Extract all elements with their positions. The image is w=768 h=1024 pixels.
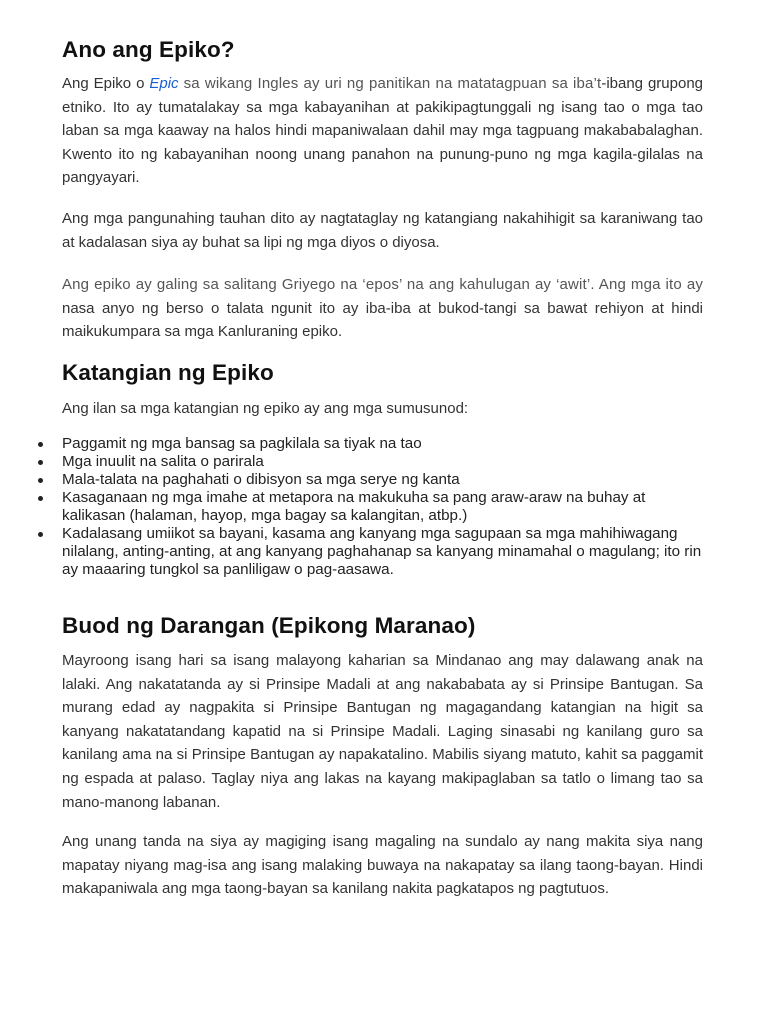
- list-item-text: Mga inuulit na salita o parirala: [62, 453, 264, 470]
- bullet-icon: [38, 532, 43, 537]
- list-item: [38, 489, 710, 525]
- paragraph-pinagmulan: [62, 273, 703, 344]
- katangian-list: [38, 435, 710, 579]
- heading-katangian-ng-epiko: Katangian ng Epiko: [62, 360, 274, 385]
- text-segment: nasa anyo ng berso o talata ngunit ito ay iba-iba at bukod-tangi sa bawat rehiyon at hindi maikukumpara sa mga Kanluraning epiko.: [62, 299, 703, 341]
- list-item-text: Kadalasang umiikot sa bayani, kasama ang kanyang mga sagupaan sa mga mahihiwagang nilalang, anting-anting, at ang kanyang paghahanap sa kanyang minamahal o magulang; ito rin ay maaaring tungkol sa panliligaw o pag-aasawa.: [62, 525, 702, 578]
- katangian-intro: Ang ilan sa mga katangian ng epiko ay ang mga sumusunod:: [62, 400, 469, 417]
- paragraph-buod-1: Mayroong isang hari sa isang malayong kaharian sa Mindanao ang may dalawang anak na lalaki. Ang nakatatanda ay si Prinsipe Madali at ang nakababata ay si Prinsipe Bantugan. Sa murang edad ay nagpakita si Prinsipe Bantugan ng magagandang katangian na higit sa kanyang nakatatandang kapatid na si Prinsipe Madali. Laging sinasabi ng kanilang guro sa kanilang ama na si Prinsipe Bantugan ay napakatalino. Mabilis siyang matuto, kahit sa paggamit ng espada at palaso. Taglay niya ang lakas na kayang makipaglaban sa tatlo o limang tao sa mano-manong labanan.: [62, 652, 703, 811]
- bullet-icon: [38, 478, 43, 483]
- heading-buod-ng-darangan: Buod ng Darangan (Epikong Maranao): [62, 613, 476, 638]
- bullet-icon: [38, 496, 43, 501]
- text-segment-light: sa wikang Ingles ay uri ng panitikan na matatagpuan sa iba’t: [178, 75, 602, 92]
- list-item-text: Mala-talata na paghahati o dibisyon sa mga serye ng kanta: [62, 471, 460, 488]
- text-segment: -ibang grupong etniko. Ito ay tumatalakay sa mga kabayanihan at pakikipagtunggali ng isang tao o mga tao laban sa mga kaaway na halos hindi mapaniwalaan dahil may mga tagpuang makababalaghan. Kwento ito ng kabayanihan noong unang panahon na punung-puno ng mga kagila-gilalas na pangyayari.: [62, 75, 704, 187]
- list-item: [38, 471, 710, 489]
- epic-link[interactable]: Epic: [149, 75, 179, 92]
- list-item-text: Paggamit ng mga bansag sa pagkilala sa tiyak na tao: [62, 435, 422, 452]
- text-segment: Ang Epiko o: [62, 75, 150, 92]
- bullet-icon: [38, 442, 43, 447]
- list-item: [38, 435, 710, 453]
- paragraph-pangunahing-tauhan: Ang mga pangunahing tauhan dito ay nagtataglay ng katangiang nakahihigit sa karaniwang tao at kadalasan siya ay buhat sa lipi ng mga diyos o diyosa.: [62, 210, 703, 251]
- list-item: [38, 525, 710, 579]
- bullet-icon: [38, 460, 43, 465]
- paragraph-epiko-definition: [62, 72, 703, 190]
- paragraph-buod-2: Ang unang tanda na siya ay magiging isang magaling na sundalo ay nang makita siya nang mapatay niyang mag-isa ang isang malaking buwaya na nakapatay sa ilang taong-bayan. Hindi makapaniwala ang mga taong-bayan sa kanilang nakita pagkatapos ng pagtutuos.: [62, 833, 703, 898]
- list-item-text: Kasaganaan ng mga imahe at metapora na makukuha sa pang araw-araw na buhay at kalikasan (halaman, hayop, mga bagay sa kalangitan, atbp.): [62, 489, 646, 524]
- heading-ano-ang-epiko: Ano ang Epiko?: [62, 37, 235, 62]
- list-item: [38, 453, 710, 471]
- text-segment-light: Ang epiko ay galing sa salitang Griyego na ‘epos’ na ang kahulugan ay ‘awit’. Ang mga ito ay: [62, 276, 703, 293]
